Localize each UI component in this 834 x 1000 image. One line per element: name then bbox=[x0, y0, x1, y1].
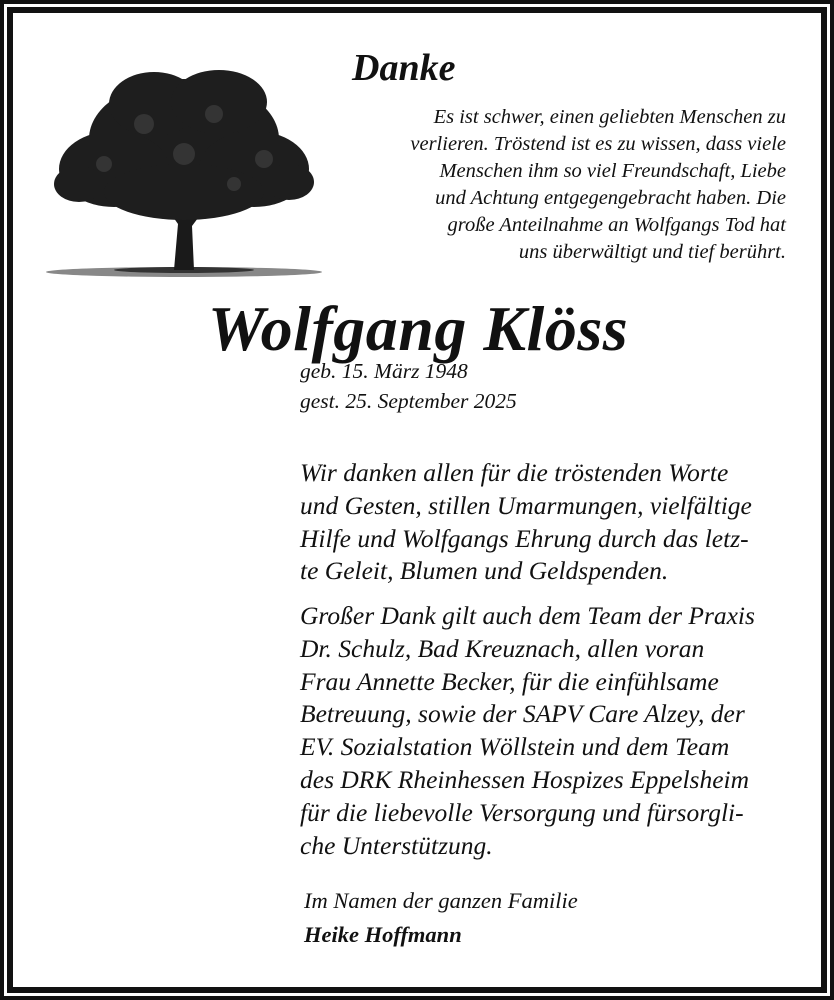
paragraph-line: und Gesten, stillen Umarmungen, vielfältige bbox=[300, 490, 752, 520]
paragraph-line: Dr. Schulz, Bad Kreuznach, allen voran bbox=[300, 633, 705, 663]
intro-line: uns überwältigt und tief berührt. bbox=[518, 241, 786, 263]
paragraph-line: te Geleit, Blumen und Geldspenden. bbox=[300, 556, 669, 586]
birth-date: geb. 15. März 1948 bbox=[300, 359, 468, 383]
intro-text bbox=[410, 104, 786, 266]
closing-line: Im Namen der ganzen Familie bbox=[304, 888, 578, 913]
deceased-name: Wolfgang Klöss bbox=[208, 293, 629, 364]
thanks-paragraph-2 bbox=[300, 600, 755, 862]
paragraph-line: EV. Sozialstation Wöllstein und dem Team bbox=[300, 732, 730, 762]
paragraph-line: für die liebevolle Versorgung und fürsorgli- bbox=[300, 797, 744, 827]
intro-line: verlieren. Tröstend ist es zu wissen, dass viele bbox=[410, 133, 786, 155]
paragraph-line: che Unterstützung. bbox=[300, 830, 493, 860]
paragraph-line: des DRK Rheinhessen Hospizes Eppelsheim bbox=[300, 764, 750, 794]
signature: Heike Hoffmann bbox=[304, 922, 462, 947]
paragraph-line: Betreuung, sowie der SAPV Care Alzey, der bbox=[300, 699, 745, 729]
paragraph-line: Frau Annette Becker, für die einfühlsame bbox=[300, 666, 719, 696]
heading: Danke bbox=[352, 47, 456, 89]
intro-line: Menschen ihm so viel Freundschaft, Liebe bbox=[439, 160, 786, 182]
thanks-paragraph-1 bbox=[300, 457, 752, 588]
closing bbox=[304, 884, 578, 952]
paragraph-line: Hilfe und Wolfgangs Ehrung durch das letz- bbox=[300, 523, 749, 553]
life-dates bbox=[300, 356, 517, 416]
tree-image bbox=[44, 64, 326, 284]
intro-line: große Anteilnahme an Wolfgangs Tod hat bbox=[447, 214, 786, 236]
paragraph-line: Wir danken allen für die tröstenden Worte bbox=[300, 458, 729, 487]
intro-line: Es ist schwer, einen geliebten Menschen zu bbox=[433, 106, 786, 128]
death-date: gest. 25. September 2025 bbox=[300, 389, 517, 413]
intro-line: und Achtung entgegengebracht haben. Die bbox=[435, 187, 786, 209]
paragraph-line: Großer Dank gilt auch dem Team der Praxis bbox=[300, 601, 755, 630]
